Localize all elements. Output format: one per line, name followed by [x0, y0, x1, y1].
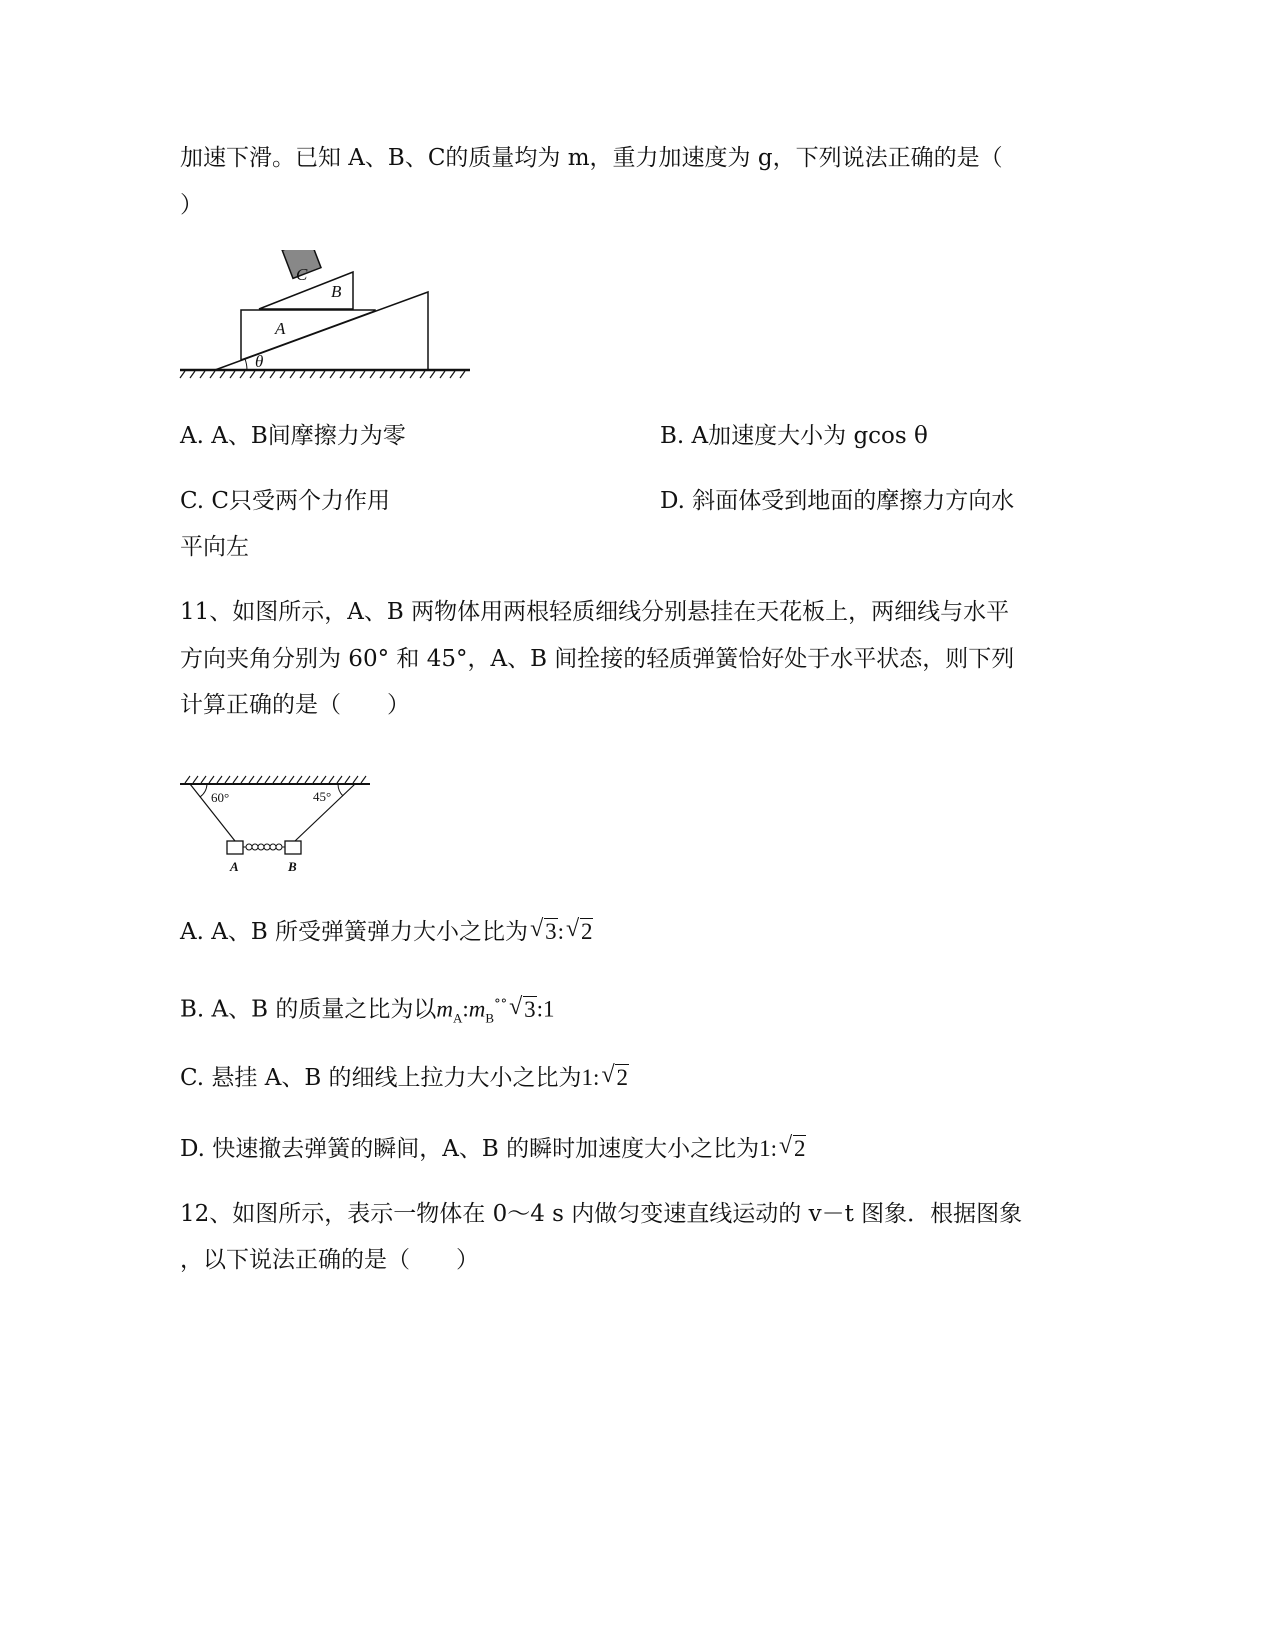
sqrt-2: √ 2 [565, 916, 593, 944]
ratio-lead: 1: [581, 1065, 600, 1090]
q10-option-c: C. C只受两个力作用 [180, 488, 390, 514]
ratio-tail: :1 [536, 996, 555, 1022]
q11-stem-line2: 方向夹角分别为 60° 和 45°，A、B 间拴接的轻质弹簧恰好处于水平状态，则下列 [180, 646, 1015, 672]
q11-stem-line3: 计算正确的是（ ） [180, 692, 410, 718]
mass-a-subscript: A [452, 1010, 463, 1026]
sqrt-3: √ 3 [530, 916, 557, 944]
q10-stem-line1: 加速下滑。已知 A、B、C的质量均为 m，重力加速度为 g，下列说法正确的是（ [180, 145, 1003, 171]
label-theta: θ [255, 352, 264, 371]
block-b-label: B [288, 859, 297, 874]
sqrt-2-value: 2 [793, 1136, 806, 1161]
angle-60-label: 60° [211, 790, 230, 805]
sqrt-3: √ 3 [509, 993, 536, 1022]
q12-stem-line1: 12、如图所示，表示一物体在 0～4 s 内做匀变速直线运动的 v－t 图象．根据图象 [180, 1201, 1023, 1227]
garbled-symbol: °° [494, 997, 508, 1012]
label-c: C [296, 265, 308, 284]
sqrt-2: √ 2 [778, 1133, 806, 1161]
label-b: B [331, 282, 342, 301]
q11-option-b [180, 990, 554, 1033]
mass-b-subscript: B [485, 1010, 495, 1026]
ratio-lead: 1: [759, 1136, 777, 1161]
mass-b-symbol: m [468, 996, 486, 1022]
suspended-blocks-figure [175, 770, 380, 880]
q10-option-b: B. A加速度大小为 gcos θ [660, 423, 928, 449]
q11-option-d-text: D. 快速撤去弹簧的瞬间，A、B 的瞬时加速度大小之比为 [180, 1136, 760, 1162]
sqrt-2-value: 2 [580, 919, 593, 944]
sqrt-2-value: 2 [616, 1065, 628, 1090]
q10-stem-line2: ） [180, 192, 203, 218]
sqrt-3-value: 3 [545, 919, 557, 944]
incline-figure [175, 250, 475, 385]
q10-option-d-cont: 平向左 [180, 534, 249, 560]
sqrt-3-value: 3 [524, 996, 536, 1022]
sqrt-2: √ 2 [601, 1062, 628, 1090]
q10-option-d: D. 斜面体受到地面的摩擦力方向水 [660, 488, 1015, 514]
q11-option-b-text: B. A、B 的质量之比为以 [180, 996, 437, 1023]
q11-stem-line1: 11、如图所示，A、B 两物体用两根轻质细线分别悬挂在天花板上，两细线与水平 [180, 599, 1010, 625]
q11-option-a [180, 917, 593, 947]
q11-option-d [180, 1134, 806, 1164]
block-a-label: A [230, 859, 239, 874]
q12-stem-line2: ，以下说法正确的是（ ） [180, 1247, 479, 1273]
ratio-colon: : [462, 996, 469, 1022]
q11-option-c [180, 1063, 629, 1093]
angle-45-label: 45° [313, 789, 332, 804]
ratio-colon: : [557, 919, 564, 944]
q11-option-a-text: A. A、B 所受弹簧弹力大小之比为 [180, 919, 529, 945]
q11-option-c-text: C. 悬挂 A、B 的细线上拉力大小之比为 [180, 1065, 582, 1091]
q10-option-a: A. A、B间摩擦力为零 [180, 423, 406, 449]
label-a: A [275, 319, 286, 338]
mass-a-symbol: m [436, 996, 453, 1022]
